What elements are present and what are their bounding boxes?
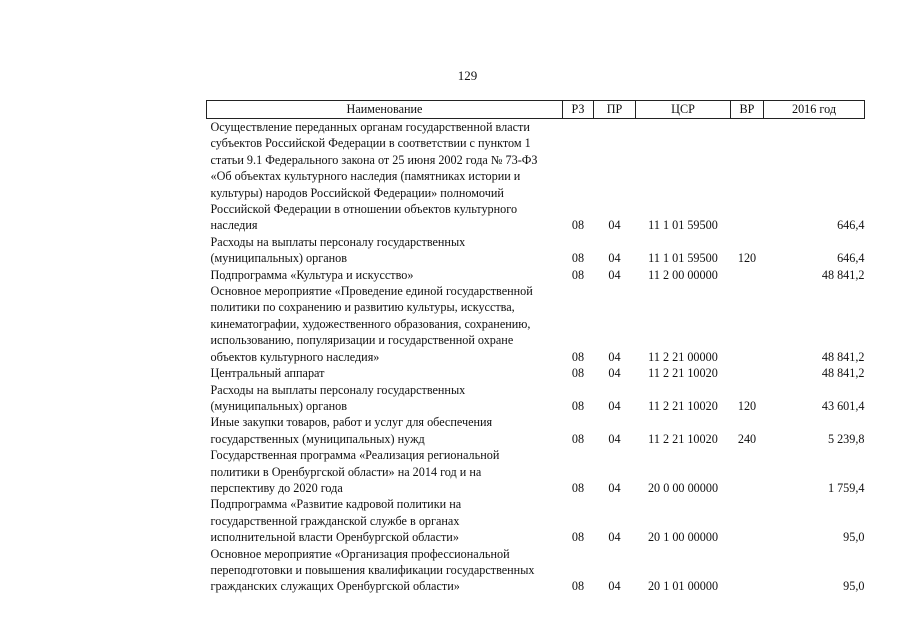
- row-vr: 120: [737, 398, 757, 413]
- row-sum: 5 239,8: [827, 431, 865, 446]
- row-name-line: Государственная программа «Реализация региональной: [210, 448, 500, 463]
- table-row: [207, 447, 865, 496]
- header-year: 2016 год: [764, 101, 865, 119]
- row-name-line: (муниципальных) органов: [210, 251, 348, 266]
- row-csr: 11 1 01 59500: [648, 251, 718, 266]
- row-name-line: использованию, популяризации и государственной охране: [210, 333, 514, 348]
- row-name-line: субъектов Российской Федерации в соответствии с пунктом 1: [210, 136, 531, 151]
- row-sum: 95,0: [843, 530, 865, 545]
- row-name-line: исполнительной власти Оренбургской области»: [210, 530, 459, 545]
- row-name-line: «Об объектах культурного наследия (памятниках истории и: [210, 169, 521, 184]
- row-sum: 48 841,2: [821, 267, 865, 282]
- row-pr: 04: [608, 398, 621, 413]
- row-name: [207, 546, 563, 595]
- row-rz: 08: [571, 218, 585, 233]
- row-rz: 08: [571, 251, 585, 266]
- row-name-line: Основное мероприятие «Организация профессиональной: [210, 546, 510, 561]
- row-csr: 11 2 21 10020: [648, 366, 718, 381]
- row-pr: 04: [608, 431, 621, 446]
- row-vr: [731, 496, 764, 545]
- row-name: [207, 119, 563, 234]
- page-number: 129: [457, 68, 478, 83]
- row-vr: 120: [737, 251, 757, 266]
- row-pr: 04: [608, 366, 621, 381]
- row-rz: 08: [571, 579, 585, 594]
- row-pr: 04: [608, 579, 621, 594]
- row-vr: [731, 267, 764, 283]
- row-csr: 20 0 00 00000: [647, 480, 719, 495]
- row-pr: 04: [608, 480, 621, 495]
- table-body: [207, 119, 865, 595]
- header-vr: ВР: [731, 101, 764, 119]
- row-sum: 95,0: [843, 579, 865, 594]
- table-row: [207, 267, 865, 283]
- table-row: [207, 496, 865, 545]
- row-name-line: Подпрограмма «Культура и искусство»: [210, 267, 414, 282]
- row-name: [207, 382, 563, 415]
- row-csr: 11 2 21 10020: [648, 431, 718, 446]
- row-name: [207, 447, 563, 496]
- table-row: [207, 365, 865, 381]
- row-name-line: государственных (муниципальных) нужд: [210, 431, 425, 446]
- table-row: [207, 382, 865, 415]
- row-sum: 1 759,4: [827, 480, 865, 495]
- row-csr: 20 1 01 00000: [647, 579, 719, 594]
- row-vr: 240: [737, 431, 757, 446]
- row-vr: [731, 365, 764, 381]
- row-csr: 11 1 01 59500: [648, 218, 718, 233]
- row-sum: 646,4: [837, 251, 865, 266]
- header-name: Наименование: [207, 101, 563, 119]
- row-rz: 08: [571, 530, 585, 545]
- row-csr: 11 2 21 10020: [648, 398, 718, 413]
- row-name-line: Основное мероприятие «Проведение единой государственной: [210, 284, 533, 299]
- row-name-line: Иные закупки товаров, работ и услуг для обеспечения: [210, 415, 493, 430]
- row-name-line: переподготовки и повышения квалификации государственных: [210, 562, 535, 577]
- budget-table: [206, 100, 865, 595]
- row-sum: 48 841,2: [821, 349, 865, 364]
- table-row: [207, 414, 865, 447]
- row-name: [207, 365, 563, 381]
- row-name-line: гражданских служащих Оренбургской области»: [210, 579, 460, 594]
- row-name: [207, 234, 563, 267]
- row-pr: 04: [608, 530, 621, 545]
- header-rz: РЗ: [563, 101, 594, 119]
- row-csr: 20 1 00 00000: [647, 530, 719, 545]
- row-sum: 43 601,4: [821, 398, 865, 413]
- row-rz: 08: [571, 431, 585, 446]
- row-name-line: (муниципальных) органов: [210, 398, 348, 413]
- row-name-line: Расходы на выплаты персоналу государственных: [210, 382, 466, 397]
- table-row: [207, 119, 865, 234]
- header-pr: ПР: [594, 101, 636, 119]
- row-vr: [731, 546, 764, 595]
- row-rz: 08: [571, 349, 585, 364]
- row-name-line: государственной гражданской службе в органах: [210, 513, 460, 528]
- row-name-line: кинематографии, художественного образования, сохранению,: [210, 316, 531, 331]
- row-pr: 04: [608, 267, 621, 282]
- row-vr: [731, 119, 764, 234]
- row-rz: 08: [571, 480, 585, 495]
- row-name-line: политики по сохранению и развитию культуры, искусства,: [210, 300, 515, 315]
- row-name-line: Центральный аппарат: [210, 366, 325, 381]
- table-header: [207, 101, 865, 119]
- row-name-line: наследия: [210, 218, 258, 233]
- row-csr: 11 2 21 00000: [648, 349, 718, 364]
- row-sum: 48 841,2: [821, 366, 865, 381]
- row-name-line: Российской Федерации в отношении объектов культурного: [210, 202, 518, 217]
- row-name-line: Подпрограмма «Развитие кадровой политики на: [210, 497, 462, 512]
- row-name: [207, 283, 563, 365]
- row-name-line: статьи 9.1 Федерального закона от 25 июня 2002 года № 73-ФЗ: [210, 152, 538, 167]
- row-pr: 04: [608, 218, 621, 233]
- row-pr: 04: [608, 251, 621, 266]
- table-row: [207, 546, 865, 595]
- row-pr: 04: [608, 349, 621, 364]
- row-csr: 11 2 00 00000: [648, 267, 718, 282]
- row-name: [207, 414, 563, 447]
- table-row: [207, 234, 865, 267]
- row-rz: 08: [571, 398, 585, 413]
- row-rz: 08: [571, 366, 585, 381]
- header-csr: ЦСР: [636, 101, 731, 119]
- row-name-line: объектов культурного наследия»: [210, 349, 380, 364]
- row-sum: 646,4: [837, 218, 865, 233]
- table-row: [207, 283, 865, 365]
- row-rz: 08: [571, 267, 585, 282]
- row-name-line: политики в Оренбургской области» на 2014 год и на: [210, 464, 482, 479]
- row-name: [207, 496, 563, 545]
- row-name-line: культуры) народов Российской Федерации» полномочий: [210, 185, 504, 200]
- row-vr: [731, 283, 764, 365]
- row-name-line: перспективу до 2020 года: [210, 480, 343, 495]
- row-name-line: Расходы на выплаты персоналу государственных: [210, 234, 466, 249]
- row-name-line: Осуществление переданных органам государственной власти: [210, 120, 530, 134]
- row-vr: [731, 447, 764, 496]
- row-name: [207, 267, 563, 283]
- header-row: [207, 101, 865, 119]
